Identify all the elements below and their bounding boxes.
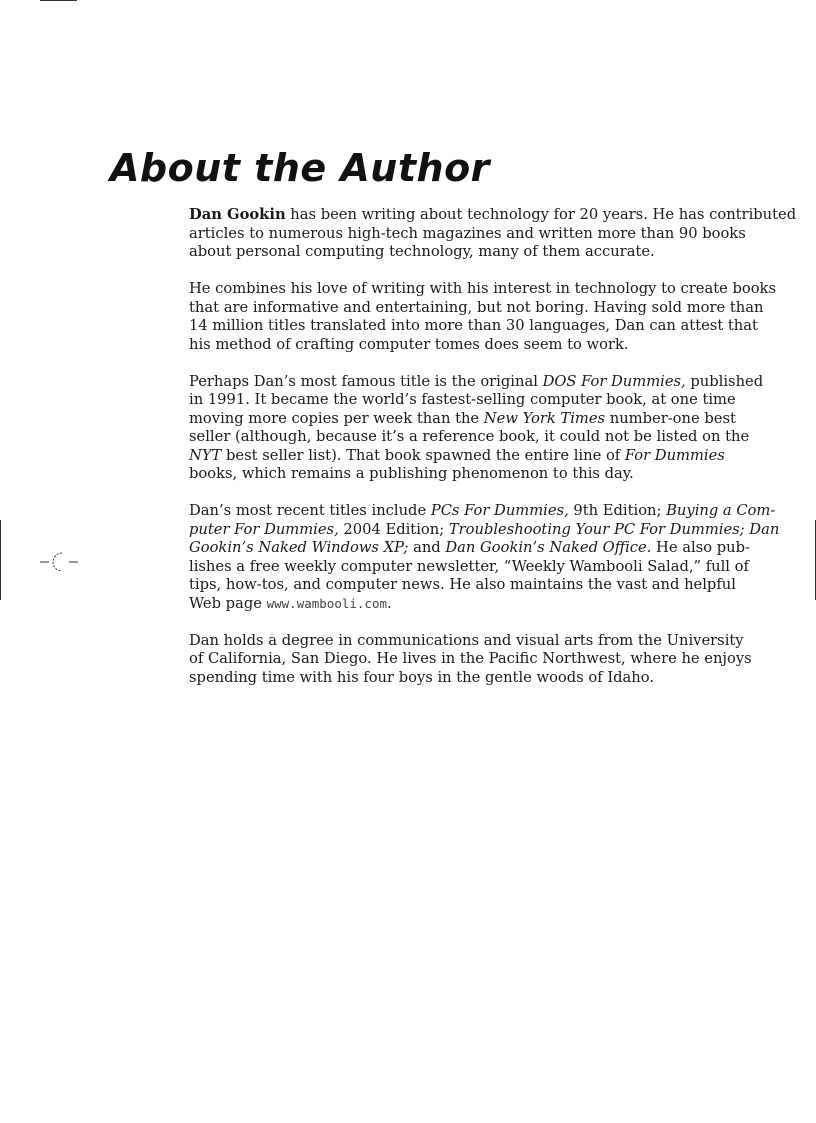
bio-paragraph-5: Dan holds a degree in communications and visual arts from the University of California, San Diego. He lives in the Pacific Northwest, where he enjoys spending time with his four boys in the gentle woods of Idaho. xyxy=(189,631,752,686)
page-title: About the Author xyxy=(110,146,490,190)
bio-paragraph-1: Dan Gookin has been writing about technology for 20 years. He has contributed articles to numerous high-tech magazines and written more than 90 books about personal computing technology, many of them accurate. xyxy=(189,206,797,260)
bio-paragraph-3: Perhaps Dan’s most famous title is the original DOS For Dummies, published in 1991. It became the world’s fastest-selling computer book, at one time moving more copies per week than the New York Times number-one best seller (although, because it’s a reference book, it could not be listed on the NYT best seller list). That book spawned the entire line of For Dummies books, which remains a publishing phenomenon to this day. xyxy=(189,372,764,482)
book-title: DOS For Dummies, xyxy=(542,372,686,390)
book-title: puter For Dummies, xyxy=(189,520,339,538)
book-title: PCs For Dummies, xyxy=(430,502,569,519)
bio-paragraph-4: Dan’s most recent titles include PCs For Dummies, 9th Edition; Buying a Com- puter For Dummies, 2004 Edition; Troubleshooting Your PC For Dummies; Dan Gookin’s Naked Windows XP; and Dan Gookin’s Naked Office. He also pub- lishes a free weekly computer newsletter, “Weekly Wambooli Salad,” full of tips, how-tos, and computer news. He also maintains the vast and helpful Web page www.wambooli.com. xyxy=(189,502,780,612)
bio-paragraph-2: He combines his love of writing with his interest in technology to create books that are informative and entertaining, but not boring. Having sold more than 14 million titles translated into more than 30 languages, Dan can attest that his method of crafting computer tomes does seem to work. xyxy=(189,280,776,353)
publication-abbrev: NYT xyxy=(189,446,222,464)
book-title: Troubleshooting Your PC For Dummies; Dan xyxy=(448,520,780,538)
crop-mark-top xyxy=(40,0,77,1)
author-bio xyxy=(189,206,797,706)
series-name: For Dummies xyxy=(624,446,725,464)
book-title: Dan Gookin’s Naked Office. xyxy=(445,539,652,556)
registration-mark-icon xyxy=(40,550,80,574)
book-title: Gookin’s Naked Windows XP; xyxy=(189,539,409,556)
publication-name: New York Times xyxy=(483,409,606,427)
book-title: Buying a Com- xyxy=(666,502,776,519)
crop-mark-left xyxy=(0,520,1,600)
author-name: Dan Gookin xyxy=(189,206,286,223)
website-url: www.wambooli.com xyxy=(266,595,388,611)
